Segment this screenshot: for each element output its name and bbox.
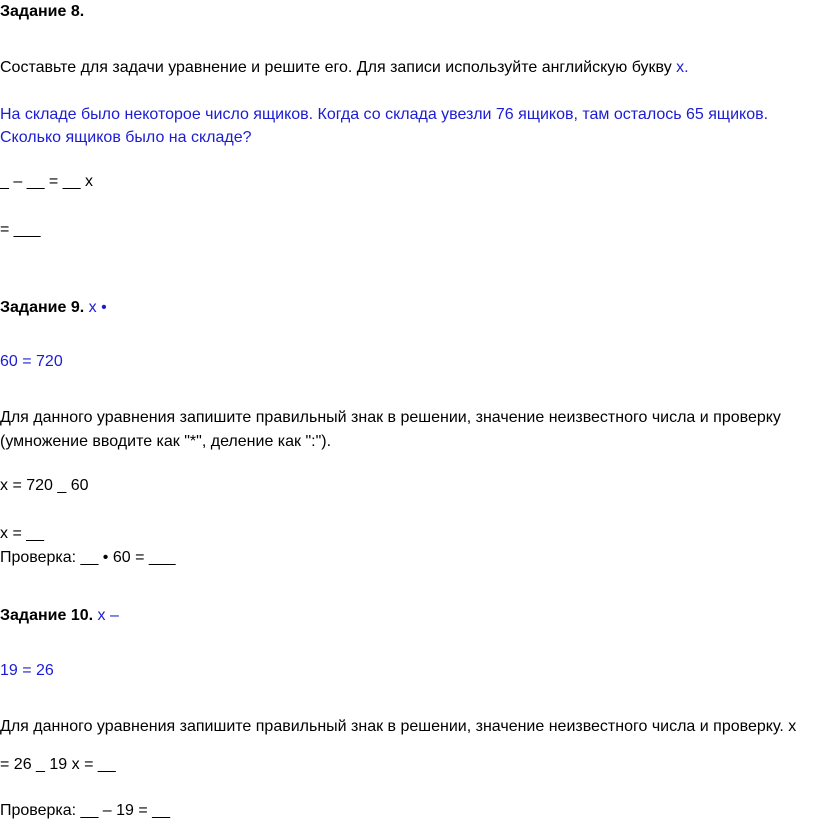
task8-answer-template[interactable]: = ___ (0, 221, 41, 238)
task8-instruction-end: . (684, 59, 689, 76)
task10-solution[interactable]: = 26 _ 19 x = __ (0, 756, 116, 773)
task10-header (0, 606, 119, 626)
task8-instruction-variable: x (676, 59, 685, 76)
task10-instruction-line1: Для данного уравнения запишите правильный знак в решении, значение неизвестного числа и проверку. x (0, 718, 797, 735)
task9-instruction-line2: (умножение вводите как "*", деление как ":"). (0, 433, 332, 450)
task8-problem-line2: Сколько ящиков было на складе? (0, 129, 252, 146)
task9-expression-part1: x • (88, 299, 107, 316)
task9-check[interactable]: Проверка: __ • 60 = ___ (0, 549, 176, 566)
task9-title: Задание 9. (0, 299, 85, 316)
task9-header (0, 298, 107, 318)
task9-solution-value[interactable]: x = __ (0, 525, 45, 542)
task10-check[interactable]: Проверка: __ – 19 = __ (0, 802, 170, 819)
task10-expression-part2: 19 = 26 (0, 662, 54, 679)
task8-instruction-text: Составьте для задачи уравнение и решите его. Для записи используйте английскую букву (0, 59, 672, 76)
task9-instruction-line1: Для данного уравнения запишите правильный знак в решении, значение неизвестного числа и проверку (0, 409, 781, 426)
task10-title: Задание 10. (0, 607, 94, 624)
task9-expression-part2: 60 = 720 (0, 353, 63, 370)
task8-title: Задание 8. (0, 3, 85, 20)
task9-solution-sign[interactable]: x = 720 _ 60 (0, 477, 89, 494)
task8-equation-template[interactable]: _ – __ = __ x (0, 173, 93, 190)
task8-problem-line1: На складе было некоторое число ящиков. Когда со склада увезли 76 ящиков, там осталось 65 ящиков. (0, 106, 769, 123)
task10-expression-part1: x – (97, 607, 119, 624)
task8-instruction (0, 58, 689, 78)
